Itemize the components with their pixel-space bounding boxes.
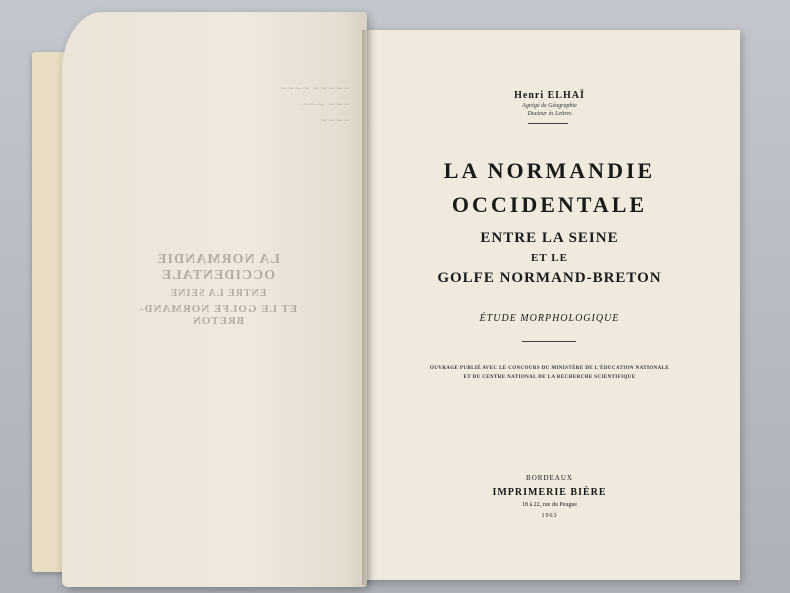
author-credentials bbox=[372, 102, 727, 118]
book-title-line-1: LA NORMANDIE bbox=[443, 158, 656, 183]
subtitle-line-2: ET LE bbox=[531, 252, 568, 264]
credential-line: Docteur ès Lettres bbox=[527, 111, 572, 117]
publication-note-line: OUVRAGE PUBLIÉ AVEC LE CONCOURS DU MINISTÈRE DE L'ÉDUCATION NATIONALE bbox=[429, 366, 670, 371]
divider-rule bbox=[528, 123, 568, 124]
book-gutter bbox=[362, 30, 372, 585]
subtitle-line-3: GOLFE NORMAND-BRETON bbox=[437, 270, 662, 286]
publication-year: 1963 bbox=[541, 513, 558, 519]
credential-line: Agrégé de Géographie bbox=[522, 103, 577, 109]
show-through-line-1: LA NORMANDIE OCCIDENTALE bbox=[156, 252, 280, 283]
publisher-address: 18 à 22, rue du Peugue bbox=[522, 502, 577, 508]
publisher-name: IMPRIMERIE BIÈRE bbox=[492, 487, 607, 498]
show-through-text bbox=[118, 252, 318, 327]
pencil-inscription: ~~~~ ~~~~~ ~~~ ~~~ ~~~~ bbox=[279, 84, 350, 126]
publication-note-line: ET DU CENTRE NATIONAL DE LA RECHERCHE SCIENTIFIQUE bbox=[463, 375, 636, 380]
publisher-city: BORDEAUX bbox=[526, 474, 573, 482]
show-through-line-2: ENTRE LA SEINE bbox=[169, 288, 267, 299]
divider-rule bbox=[522, 341, 576, 342]
show-through-line-3: ET LE GOLFE NORMAND-BRETON bbox=[138, 303, 298, 327]
study-type: ÉTUDE MORPHOLOGIQUE bbox=[479, 313, 620, 324]
author-name: Henri ELHAÏ bbox=[514, 90, 585, 101]
publication-note bbox=[372, 364, 727, 382]
subtitle-line-1: ENTRE LA SEINE bbox=[480, 230, 619, 246]
book-title-line-2: OCCIDENTALE bbox=[451, 192, 648, 217]
